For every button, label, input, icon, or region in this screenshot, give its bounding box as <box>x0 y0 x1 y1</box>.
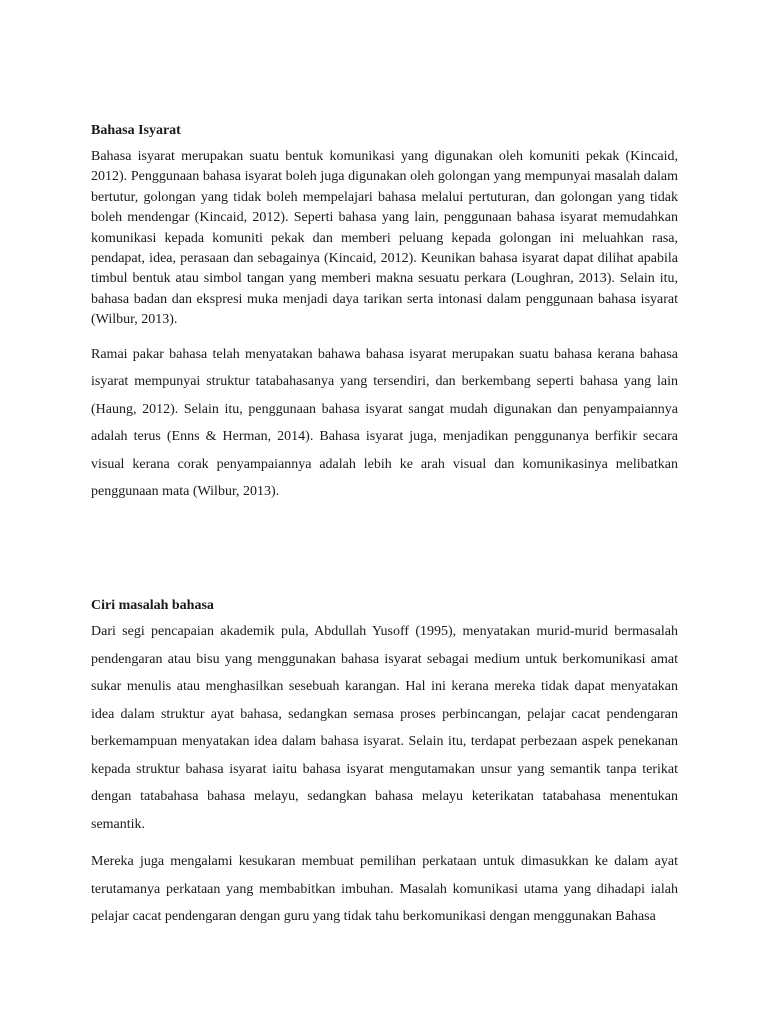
paragraph-2: Ramai pakar bahasa telah menyatakan bahawa bahasa isyarat merupakan suatu bahasa kerana bahasa isyarat mempunyai struktur tatabahasanya yang tersendiri, dan berkembang seperti bahasa yang lain (Haung, 2012). Selain itu, penggunaan bahasa isyarat sangat mudah digunakan dan penyampaiannya adalah terus (Enns & Herman, 2014). Bahasa isyarat juga, menjadikan penggunanya berfikir secara visual kerana corak penyampaiannya adalah lebih ke arah visual dan komunikasinya melibatkan penggunaan mata (Wilbur, 2013). <box>91 346 678 500</box>
section-ciri-masalah-bahasa <box>91 596 678 931</box>
paragraph-3: Dari segi pencapaian akademik pula, Abdullah Yusoff (1995), menyatakan murid-murid bermasalah pendengaran atau bisu yang menggunakan bahasa isyarat sebagai medium untuk berkomunikasi amat sukar menulis atau menghasilkan sesebuah karangan. Hal ini kerana mereka tidak dapat menyatakan idea dalam struktur ayat bahasa, sedangkan semasa proses perbincangan, pelajar cacat pendengaran berkemampuan menyatakan idea dalam bahasa isyarat. Selain itu, terdapat perbezaan aspek penekanan kepada struktur bahasa isyarat iaitu bahasa isyarat mengutamakan unsur yang semantik tanpa terikat dengan tatabahasa bahasa melayu, sedangkan bahasa melayu keterikatan tatabahasa menentukan semantik. <box>91 624 678 832</box>
section-bahasa-isyarat <box>91 121 678 506</box>
paragraph-1: Bahasa isyarat merupakan suatu bentuk komunikasi yang digunakan oleh komuniti pekak (Kincaid, 2012). Penggunaan bahasa isyarat boleh juga digunakan oleh golongan yang mempunyai masalah dalam bertutur, golongan yang tidak boleh mempelajari bahasa melalui pertuturan, dan golongan yang tidak boleh mendengar (Kincaid, 2012). Seperti bahasa yang lain, penggunaan bahasa isyarat memudahkan komunikasi kepada komuniti pekak dan memberi peluang kepada golongan ini meluahkan rasa, pendapat, idea, perasaan dan sebagainya (Kincaid, 2012). Keunikan bahasa isyarat dapat dilihat apabila timbul bentuk atau simbol tangan yang memberi makna sesuatu perkara (Loughran, 2013). Selain itu, bahasa badan dan ekspresi muka menjadi daya tarikan serta intonasi dalam penggunaan bahasa isyarat (Wilbur, 2013). <box>91 149 678 328</box>
section-heading: Bahasa Isyarat <box>91 123 181 138</box>
paragraph-4: Mereka juga mengalami kesukaran membuat pemilihan perkataan untuk dimasukkan ke dalam ayat terutamanya perkataan yang membabitkan imbuhan. Masalah komunikasi utama yang dihadapi ialah pelajar cacat pendengaran dengan guru yang tidak tahu berkomunikasi dengan menggunakan Bahasa <box>91 854 678 924</box>
section-heading: Ciri masalah bahasa <box>91 598 214 613</box>
